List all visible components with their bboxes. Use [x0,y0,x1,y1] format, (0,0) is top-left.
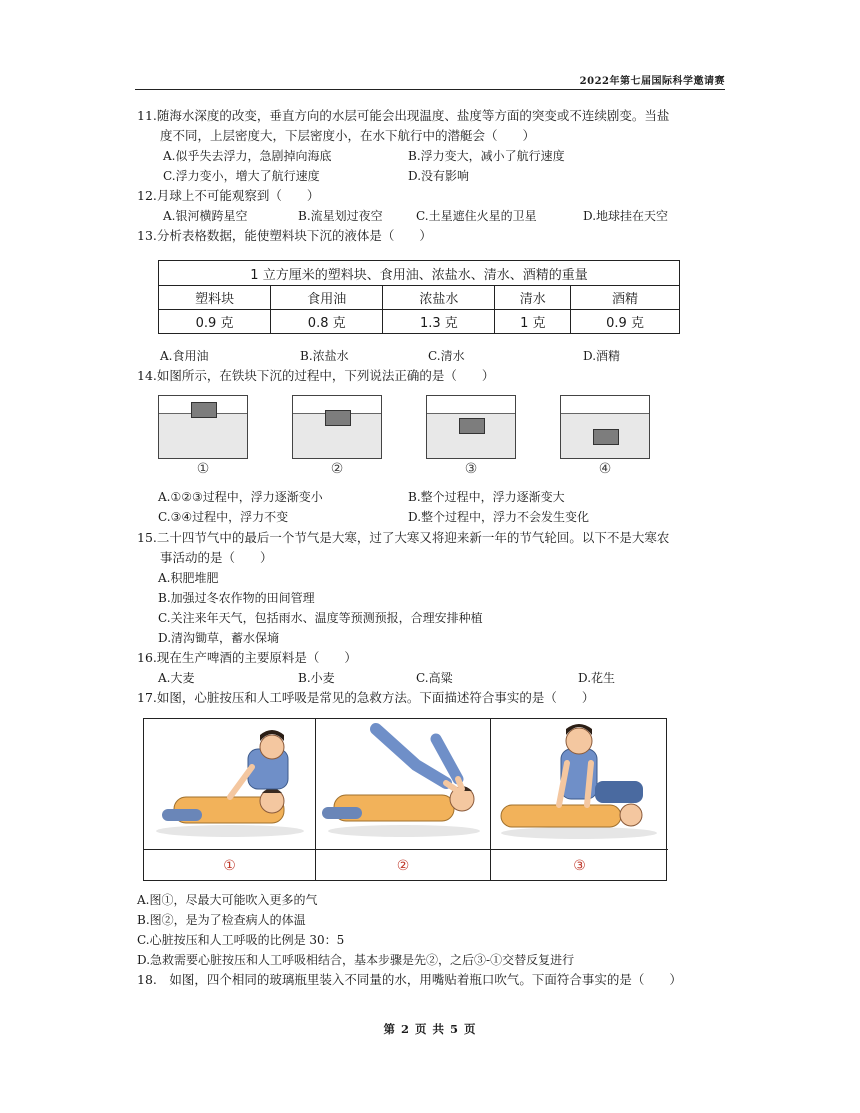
q11-stem-line1: 11.随海水深度的改变，垂直方向的水层可能会出现温度、盐度等方面的突变或不连续剧变。当盐 [137,108,670,123]
table-value-cell: 0.9 克 [159,310,271,334]
q15-stem-line1: 15.二十四节气中的最后一个节气是大寒，过了大寒又将迎来新一年的节气轮回。以下不是大寒农 [137,530,670,545]
weight-table-title: 1 立方厘米的塑料块、食用油、浓盐水、清水、酒精的重量 [159,261,680,286]
beaker-label: ③ [464,461,478,477]
beaker-3 [426,395,516,459]
q13-option-b: B.浓盐水 [300,349,349,363]
q17-option-d: D.急救需要心脏按压和人工呼吸相结合，基本步骤是先②，之后③-①交替反复进行 [137,953,575,967]
water [159,413,247,458]
q11-stem-line2: 度不同，上层密度大，下层密度小，在水下航行中的潜艇会（ ） [160,128,536,143]
q17-option-c: C.心脏按压和人工呼吸的比例是 30：5 [137,933,345,947]
q12-option-b: B.流星划过夜空 [298,209,383,223]
page-footer: 第 2 页 共 5 页 [383,1022,477,1036]
q13-stem: 13.分析表格数据，能使塑料块下沉的液体是（ ） [137,228,432,243]
table-value-cell: 0.8 克 [271,310,383,334]
q16-stem: 16.现在生产啤酒的主要原料是（ ） [137,650,357,665]
table-header-cell: 清水 [495,286,571,310]
q16-option-b: B.小麦 [298,671,335,685]
beaker-label: ④ [598,461,612,477]
q16-option-c: C.高粱 [416,671,453,685]
q15-option-a: A.积肥堆肥 [158,571,219,585]
q12-option-d: D.地球挂在天空 [583,209,669,223]
table-header-cell: 酒精 [571,286,680,310]
q14-option-b: B.整个过程中，浮力逐渐变大 [408,490,565,504]
q17-option-b: B.图②，是为了检查病人的体温 [137,913,306,927]
q13-option-d: D.酒精 [583,349,621,363]
beaker-2 [292,395,382,459]
cpr-panel-3 [491,719,668,849]
weight-table [158,260,680,334]
q16-option-d: D.花生 [578,671,616,685]
table-header-cell: 浓盐水 [383,286,495,310]
q15-option-c: C.关注来年天气，包括雨水、温度等预测预报，合理安排种植 [158,611,483,625]
airway-check-illustration [316,719,491,849]
cpr-label-2: ② [316,849,491,881]
q17-option-a: A.图①，尽最大可能吹入更多的气 [137,893,318,907]
iron-block [459,418,485,434]
header-title: 2022年第七届国际科学邀请赛 [579,76,725,87]
beaker-1 [158,395,248,459]
q18-stem: 18. 如图，四个相同的玻璃瓶里装入不同量的水，用嘴贴着瓶口吹气。下面符合事实的是（ ） [137,972,682,987]
q15-stem-line2: 事活动的是（ ） [160,550,273,565]
cpr-panel-1 [144,719,316,849]
q14-option-a: A.①②③过程中，浮力逐渐变小 [158,490,323,504]
q11-option-c: C.浮力变小，增大了航行速度 [163,169,320,183]
table-header-cell: 塑料块 [159,286,271,310]
q14-option-d: D.整个过程中，浮力不会发生变化 [408,510,590,524]
table-value-cell: 1 克 [495,310,571,334]
iron-block [191,402,217,418]
rescue-breathing-illustration [144,719,316,849]
q17-stem: 17.如图，心脏按压和人工呼吸是常见的急救方法。下面描述符合事实的是（ ） [137,690,595,705]
q16-option-a: A.大麦 [158,671,195,685]
table-value-cell: 0.9 克 [571,310,680,334]
q14-stem: 14.如图所示，在铁块下沉的过程中，下列说法正确的是（ ） [137,368,495,383]
beaker-label: ② [330,461,344,477]
cpr-label-3: ③ [491,849,668,881]
q12-option-a: A.银河横跨星空 [163,209,248,223]
iron-block [325,410,351,426]
q13-option-a: A.食用油 [160,349,209,363]
header-divider [135,89,725,90]
beaker-label: ① [196,461,210,477]
cpr-panel-2 [316,719,491,849]
q12-stem: 12.月球上不可能观察到（ ） [137,188,320,203]
cpr-label-1: ① [144,849,316,881]
q11-option-d: D.没有影响 [408,169,470,183]
q15-option-d: D.清沟锄草，蓄水保墒 [158,631,280,645]
cpr-figure [143,718,667,881]
q14-option-c: C.③④过程中，浮力不变 [158,510,289,524]
table-header-cell: 食用油 [271,286,383,310]
table-value-cell: 1.3 克 [383,310,495,334]
q13-option-c: C.清水 [428,349,465,363]
beaker-4 [560,395,650,459]
q15-option-b: B.加强过冬农作物的田间管理 [158,591,315,605]
q12-option-c: C.土星遮住火星的卫星 [416,209,537,223]
q11-option-a: A.似乎失去浮力，急剧掉向海底 [163,149,332,163]
q11-option-b: B.浮力变大，减小了航行速度 [408,149,565,163]
iron-block [593,429,619,445]
chest-compression-illustration [491,719,668,849]
